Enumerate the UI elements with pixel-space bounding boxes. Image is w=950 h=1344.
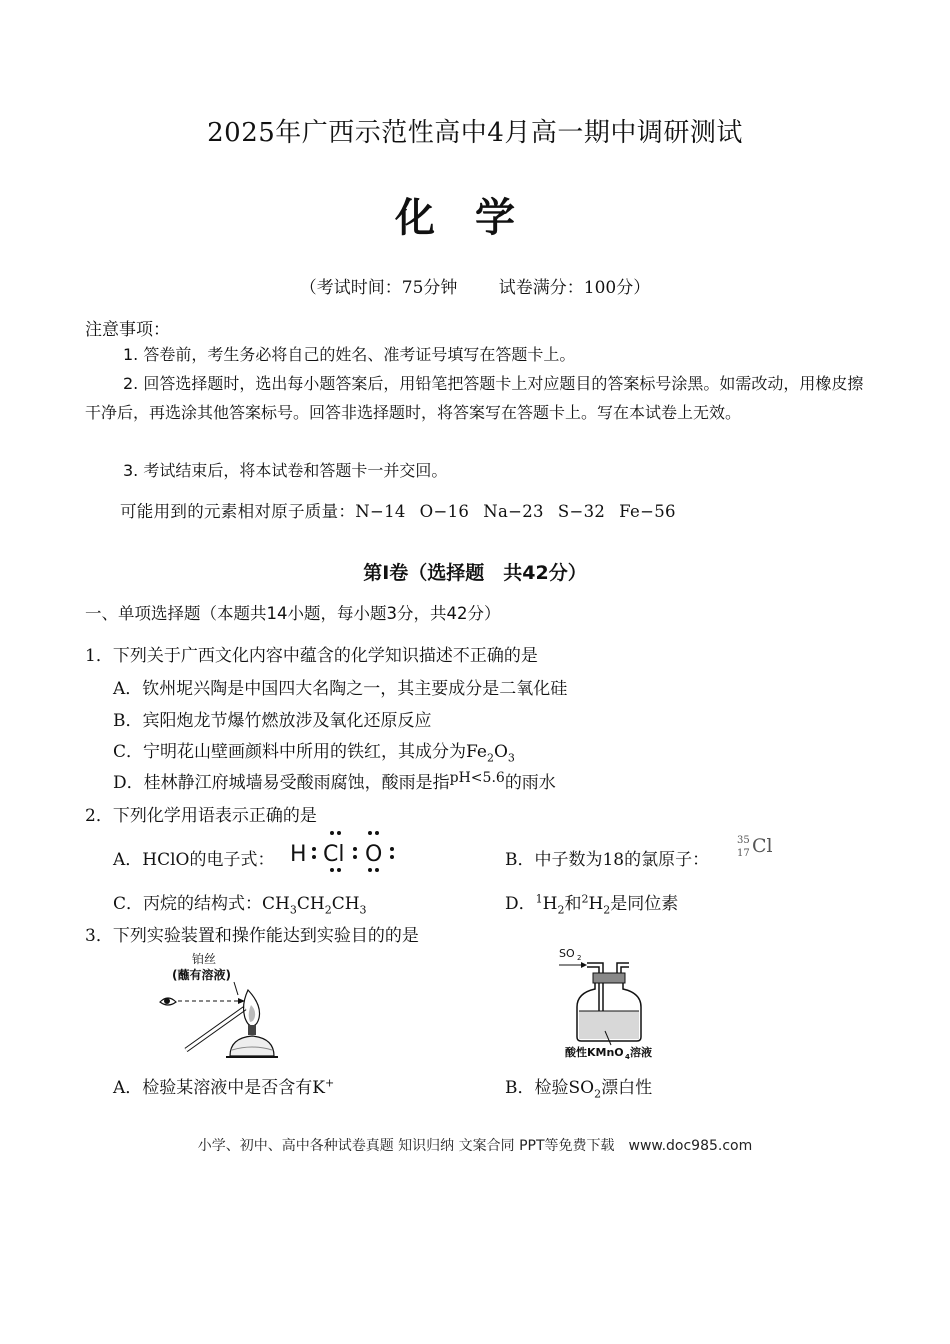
full-score: 试卷满分：100分） — [498, 278, 651, 298]
atomic-mass-na: Na−23 — [483, 502, 544, 521]
q1-stem: 1．下列关于广西文化内容中蕴含的化学知识描述不正确的是 — [85, 646, 538, 666]
atomic-mass-label: 可能用到的元素相对原子质量： — [120, 502, 356, 521]
fig-b-label: 酸性KMnO — [565, 1046, 624, 1059]
section-title: 第Ⅰ卷（选择题 共42分） — [363, 562, 587, 584]
hclo-electron-formula — [285, 826, 405, 872]
notice-item-1: 1. 答卷前，考生务必将自己的姓名、准考证号填写在答题卡上。 — [123, 345, 576, 364]
chlorine-nuclide: 35 17 Cl — [737, 835, 773, 859]
footer — [0, 1135, 950, 1155]
q1-option-b: B．宾阳炮龙节爆竹燃放涉及氧化还原反应 — [113, 711, 432, 731]
subject-title: 化学 — [395, 195, 555, 241]
exam-info — [0, 273, 950, 298]
atomic-mass-line — [120, 498, 690, 522]
q2-option-d: D．$^1H_2$和$^2H_2$是同位素 — [505, 892, 679, 917]
footer-site-link[interactable]: www.doc985.com — [628, 1138, 753, 1154]
atomic-mass-o: O−16 — [419, 502, 470, 521]
notice-title: 注意事项： — [85, 320, 170, 340]
flame-test-figure — [150, 950, 290, 1065]
q2-option-c: C．丙烷的结构式：$CH_3CH_2CH_3$ — [113, 894, 367, 917]
exam-title: 2025年广西示范性高中4月高一期中调研测试 — [207, 118, 743, 148]
fig-a-label-1: 铂丝 — [192, 952, 217, 966]
atomic-mass-s: S−32 — [557, 502, 606, 521]
fig-b-label-end: 溶液 — [630, 1046, 652, 1059]
fig-b-gas-sub: 2 — [577, 954, 582, 962]
q1-option-d: D．桂林静江府城墙易受酸雨腐蚀，酸雨是指$^{pH<5.6}$的雨水 — [113, 770, 556, 793]
atomic-mass-n: N−14 — [355, 502, 406, 521]
fig-a-label-2: (蘸有溶液) — [172, 968, 231, 982]
q2-stem: 2．下列化学用语表示正确的是 — [85, 806, 317, 826]
footer-text: 小学、初中、高中各种试卷真题 知识归纳 文案合同 PPT等免费下载 — [197, 1138, 615, 1154]
q1-option-c: C．宁明花山壁画颜料中所用的铁红，其成分为$Fe_2O_3$ — [113, 742, 515, 765]
notice-item-3: 3. 考试结束后，将本试卷和答题卡一并交回。 — [123, 461, 448, 480]
q1-option-a: A．钦州坭兴陶是中国四大名陶之一，其主要成分是二氧化硅 — [113, 679, 568, 699]
q2-option-b: B．中子数为18的氯原子： — [505, 850, 710, 870]
so2-kmno4-figure — [555, 945, 675, 1063]
exam-time: （考试时间：75分钟 — [299, 278, 458, 298]
fig-b-label-sub: 4 — [625, 1053, 630, 1061]
ph-value: pH<5.6 — [449, 770, 505, 786]
fig-b-gas: SO — [559, 947, 575, 960]
q3-option-b: B．检验$SO_2$漂白性 — [505, 1078, 653, 1101]
notice-item-2: 2. 回答选择题时，选出每小题答案后，用铅笔把答题卡上对应题目的答案标号涂黑。如需改动，用橡皮擦干净后，再选涂其他答案标号。回答非选择题时，将答案写在答题卡上。写在本试卷上无效。 — [85, 374, 864, 422]
svg-text:Cl: Cl — [323, 842, 345, 867]
q3-option-a: A．检验某溶液中是否含有K+ — [113, 1076, 335, 1098]
svg-text:O: O — [365, 842, 383, 867]
q3-stem: 3．下列实验装置和操作能达到实验目的的是 — [85, 926, 419, 946]
svg-text:H: H — [290, 842, 307, 867]
atomic-mass-fe: Fe−56 — [619, 502, 676, 521]
part-title: 一、单项选择题（本题共14小题，每小题3分，共42分） — [85, 604, 501, 623]
q2-option-a: A．HClO的电子式： — [113, 850, 275, 870]
